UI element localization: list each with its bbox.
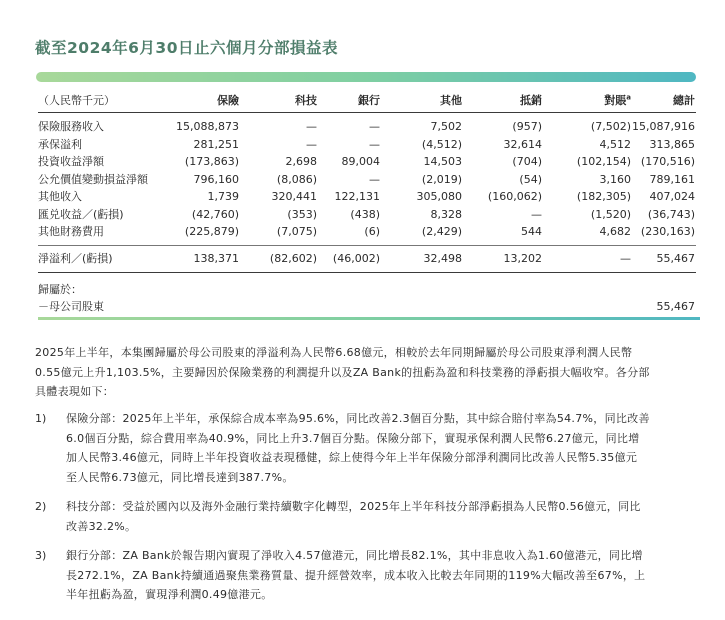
attrib-label: 歸屬於： (38, 283, 82, 296)
table-row (0, 153, 725, 170)
cell: 407,024 (649, 190, 695, 203)
cell: 15,087,916 (632, 120, 695, 133)
cell: 544 (521, 225, 542, 238)
text-line: 銀行分部：ZA Bank於報告期內實現了淨收入4.57億港元，同比增長82.1%，其中非息收入為1.60億港元，同比增 (66, 549, 643, 562)
col-header-reconciliation (604, 92, 631, 109)
col-header-elimination: 抵銷 (520, 94, 542, 107)
col-header-bank: 銀行 (358, 94, 380, 107)
cell: 313,865 (649, 137, 695, 151)
net-profit-row (0, 250, 725, 267)
cell: (7,502) (590, 120, 631, 133)
table-top-rule (36, 72, 696, 82)
cell: 789,161 (649, 172, 695, 186)
cell: (8,086) (276, 172, 317, 186)
cell: 3,160 (599, 172, 631, 186)
cell: (46,002) (332, 252, 380, 265)
cell: (704) (512, 155, 542, 168)
cell: (170,516) (640, 155, 695, 168)
cell: (36,743) (647, 207, 695, 221)
cell: (225,879) (184, 225, 239, 238)
net-divider (38, 272, 696, 273)
text-line: 2025年上半年，本集團歸屬於母公司股東的淨溢利為人民幣6.68億元，相較於去年同期歸屬於母公司股東淨利潤人民幣 (35, 346, 633, 359)
bank-segment-paragraph (66, 546, 706, 605)
cell: 305,080 (416, 190, 462, 203)
cell: (353) (287, 207, 317, 221)
cell: — (369, 120, 380, 133)
col-header-technology: 科技 (295, 94, 317, 107)
row-label: 投資收益淨額 (38, 155, 104, 168)
cell: (160,062) (487, 190, 542, 203)
col-header-insurance: 保險 (217, 94, 239, 107)
text-line: 改善32.2%。 (66, 519, 137, 533)
cell: 122,131 (334, 190, 380, 203)
cell: (54) (519, 172, 542, 186)
cell: 55,467 (656, 300, 695, 313)
cell: 4,512 (599, 137, 631, 151)
table-row (0, 206, 725, 223)
cell: 320,441 (271, 190, 317, 203)
cell: 138,371 (193, 252, 239, 265)
cell: (42,760) (191, 207, 239, 221)
table-row (0, 118, 725, 135)
table-row (0, 136, 725, 153)
table-row (0, 188, 725, 205)
row-label: －母公司股東 (38, 300, 104, 313)
cell: 1,739 (207, 190, 239, 203)
cell: — (369, 137, 380, 151)
cell: 89,004 (341, 155, 380, 168)
cell: — (369, 172, 380, 186)
row-label: 其他財務費用 (38, 225, 104, 238)
text-line: 具體表現如下： (35, 385, 115, 398)
table-row (0, 171, 725, 188)
cell: — (620, 252, 631, 265)
cell: 14,503 (423, 155, 462, 168)
unit-label: （人民幣千元） (38, 94, 115, 107)
text-line: 科技分部：受益於國內以及海外金融行業持續數字化轉型，2025年上半年科技分部淨虧損為人民幣0.56億元，同比 (66, 500, 641, 513)
cell: 55,467 (656, 252, 695, 265)
subtotal-divider (38, 245, 696, 246)
cell: 4,682 (599, 225, 631, 238)
col-header-other: 其他 (440, 94, 462, 107)
cell: 281,251 (193, 137, 239, 151)
item-number: 1) (35, 412, 47, 425)
cell: 32,614 (503, 137, 542, 151)
cell: — (306, 137, 317, 151)
cell: 15,088,873 (176, 120, 239, 133)
table-row (0, 223, 725, 240)
cell: 32,498 (423, 252, 462, 265)
technology-segment-paragraph (66, 497, 706, 536)
text-line: 0.55億元上升1,103.5%，主要歸因於保險業務的利潤提升以及ZA Bank的扭虧為盈和科技業務的淨虧損大幅收窄。各分部 (35, 365, 650, 379)
col-header-reconciliation-text: 對賬 (604, 94, 627, 107)
col-header-total: 總計 (673, 94, 695, 107)
text-line: 至人民幣6.73億元，同比增長達到387.7%。 (66, 470, 294, 484)
text-line: 6.0個百分點，綜合費用率為40.9%，同比上升3.7個百分點。保險分部下，實現承保利潤人民幣6.27億元，同比增 (66, 431, 640, 445)
text-line: 加人民幣3.46億元，同時上半年投資收益表現穩健，綜上使得今年上半年保險分部淨利潤同比改善人民幣5.35億元 (66, 451, 638, 464)
cell: (230,163) (640, 225, 695, 238)
table-bottom-rule (38, 317, 700, 320)
item-number: 2) (35, 500, 47, 513)
cell: 8,328 (430, 207, 462, 221)
insurance-segment-paragraph (66, 409, 706, 487)
row-label: 保險服務收入 (38, 120, 104, 133)
row-label: 淨溢利／(虧損) (38, 252, 113, 265)
attrib-label-row (0, 281, 725, 298)
cell: (182,305) (576, 190, 631, 203)
cell: (4,512) (421, 137, 462, 151)
parent-shareholders-row (0, 298, 725, 315)
intro-paragraph (35, 343, 705, 402)
cell: (2,019) (421, 172, 462, 186)
row-label: 公允價值變動損益淨額 (38, 172, 148, 186)
cell: (2,429) (421, 225, 462, 238)
text-line: 保險分部：2025年上半年，承保綜合成本率為95.6%，同比改善2.3個百分點，其中綜合賠付率為54.7%，同比改善 (66, 412, 650, 425)
text-line: 長272.1%，ZA Bank持續通過聚焦業務質量、提升經營效率，成本收入比較去年同期的119%大幅改善至67%，上 (66, 568, 646, 582)
cell: — (306, 120, 317, 133)
row-label: 承保溢利 (38, 137, 82, 151)
page-title: 截至2024年6月30日止六個月分部損益表 (35, 39, 338, 57)
cell: 2,698 (285, 155, 317, 168)
footnote-marker: a (626, 93, 631, 102)
header-divider (38, 112, 696, 113)
cell: 13,202 (503, 252, 542, 265)
cell: (173,863) (184, 155, 239, 168)
row-label: 匯兑收益／(虧損) (38, 207, 124, 221)
cell: 7,502 (430, 120, 462, 133)
cell: (438) (350, 207, 380, 221)
cell: (6) (364, 225, 380, 238)
text-line: 半年扭虧為盈，實現淨利潤0.49億港元。 (66, 588, 273, 601)
row-label: 其他收入 (38, 190, 82, 203)
cell: (957) (512, 120, 542, 133)
cell: 796,160 (193, 172, 239, 186)
table-header-row (0, 92, 725, 109)
cell: — (531, 207, 542, 221)
cell: (102,154) (576, 155, 631, 168)
cell: (1,520) (590, 207, 631, 221)
item-number: 3) (35, 549, 47, 562)
cell: (82,602) (269, 252, 317, 265)
cell: (7,075) (276, 225, 317, 238)
